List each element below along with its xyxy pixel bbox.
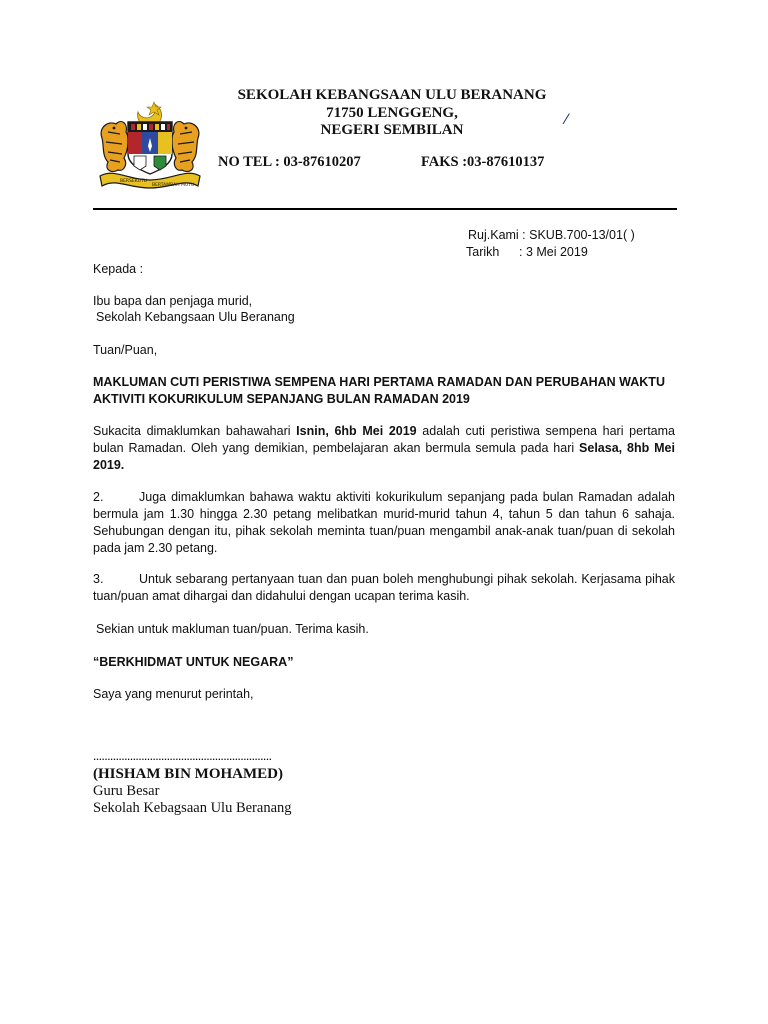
reference-number: Ruj.Kami : SKUB.700-13/01( ) bbox=[468, 228, 635, 242]
paragraph-2-number: 2. bbox=[93, 490, 104, 504]
paragraph-1-middle: adalah cuti peristiwa sempena hari pertama bulan Ramadan. Oleh yang demikian, pembelajaran akan bermula semula pada hari bbox=[93, 424, 675, 455]
date-value: : 3 Mei 2019 bbox=[519, 245, 588, 259]
school-crest-logo bbox=[94, 98, 206, 190]
signature-line: ……………………………………………………… bbox=[93, 752, 272, 762]
signoff: Saya yang menurut perintah, bbox=[93, 687, 254, 701]
recipient-line-1: Ibu bapa dan penjaga murid, bbox=[93, 294, 253, 308]
paragraph-2-text: Juga dimaklumkan bahawa waktu aktiviti kokurikulum sepanjang pada bulan Ramadan adalah bermula jam 1.30 hingga 2.30 petang melibatkan murid-murid tahun 4, tahun 5 dan tahun 6 sahaja. Sehubungan dengan itu, pihak sekolah meminta tuan/puan mengambil anak-anak tuan/puan di sekolah pada jam 2.30 petang. bbox=[93, 490, 675, 555]
paragraph-1-date-holiday: Isnin, 6hb Mei 2019 bbox=[296, 424, 417, 438]
signatory-title: Guru Besar bbox=[93, 783, 160, 799]
salutation: Tuan/Puan, bbox=[93, 343, 158, 357]
signatory-name: (HISHAM BIN MOHAMED) bbox=[93, 766, 283, 782]
recipient-line-2: Sekolah Kebangsaan Ulu Beranang bbox=[96, 310, 295, 324]
school-state: NEGERI SEMBILAN bbox=[320, 122, 464, 138]
paragraph-2 bbox=[93, 489, 675, 557]
recipient-heading: Kepada : bbox=[93, 262, 144, 276]
school-postcode-town: 71750 LENGGENG, bbox=[326, 105, 458, 121]
closing-line: Sekian untuk makluman tuan/puan. Terima kasih. bbox=[96, 622, 369, 636]
pen-mark-decoration: ⁄ bbox=[565, 112, 568, 128]
date-label: Tarikh bbox=[466, 245, 500, 259]
motto: “BERKHIDMAT UNTUK NEGARA” bbox=[93, 655, 294, 669]
paragraph-3 bbox=[93, 571, 675, 605]
fax-number: FAKS :03-87610137 bbox=[421, 154, 545, 170]
crest-text-top: BERSEKUTU bbox=[120, 179, 147, 184]
paragraph-1-date-resume: Selasa, 8hb Mei 2019. bbox=[93, 441, 675, 472]
school-name: SEKOLAH KEBANGSAAN ULU BERANANG bbox=[237, 87, 547, 103]
signatory-school: Sekolah Kebagsaan Ulu Beranang bbox=[93, 800, 292, 816]
telephone-number: NO TEL : 03-87610207 bbox=[218, 154, 361, 170]
paragraph-3-number: 3. bbox=[93, 572, 104, 586]
paragraph-3-text: Untuk sebarang pertanyaan tuan dan puan boleh menghubungi pihak sekolah. Kerjasama pihak tuan/puan amat dihargai dan didahului dengan ucapan terima kasih. bbox=[93, 572, 675, 603]
paragraph-1 bbox=[93, 423, 675, 474]
letter-subject: MAKLUMAN CUTI PERISTIWA SEMPENA HARI PERTAMA RAMADAN DAN PERUBAHAN WAKTU AKTIVITI KOKURIKULUM SEPANJANG BULAN RAMADAN 2019 bbox=[93, 375, 665, 406]
header-divider bbox=[93, 208, 677, 210]
paragraph-1-intro: Sukacita dimaklumkan bahawahari bbox=[93, 424, 297, 438]
crest-text-bottom: BERTAMBAH MUTU bbox=[152, 183, 195, 188]
